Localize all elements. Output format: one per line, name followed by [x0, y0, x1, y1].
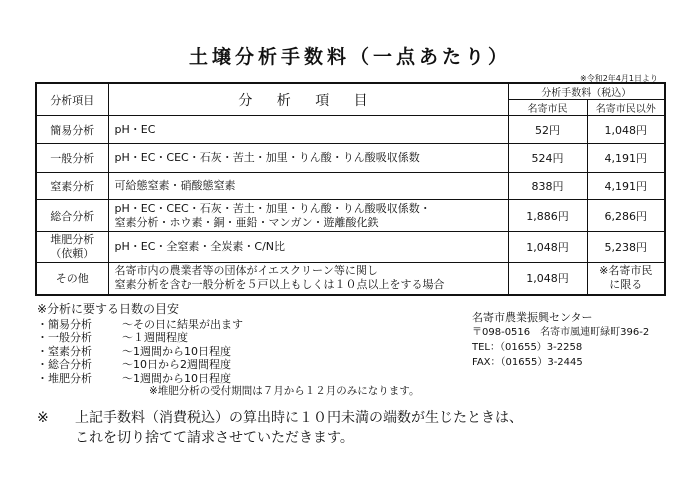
row-category: 窒素分析 [36, 173, 108, 200]
table-row [36, 263, 665, 295]
rounding-note [37, 408, 523, 448]
office-tel: TEL：（01655）3-2258 [472, 342, 583, 353]
rounding-note-line: これを切り捨てて請求させていただきます。 [75, 430, 354, 446]
row-nonresident-price: 4,191円 [587, 144, 665, 173]
rounding-note-line: 上記手数料（消費税込）の算出時に１０円未満の端数が生じたときは、 [75, 410, 523, 426]
row-resident-price: 1,886円 [508, 200, 587, 232]
row-category: その他 [36, 263, 108, 295]
row-items [108, 263, 508, 295]
turnaround-item [37, 358, 419, 372]
row-category [36, 232, 108, 263]
turnaround-value: ～10日から2週間程度 [122, 358, 231, 371]
table-row [36, 200, 665, 232]
row-items: pH・EC [108, 116, 508, 144]
header-resident: 名寄市民 [508, 100, 587, 116]
page-title: 土壌分析手数料（一点あたり） [188, 46, 511, 68]
row-category-line: 堆肥分析 [50, 233, 95, 246]
turnaround-label: ・堆肥分析 [37, 371, 92, 385]
row-category: 簡易分析 [36, 116, 108, 144]
row-category: 一般分析 [36, 144, 108, 173]
table-row [36, 173, 665, 200]
turnaround-label: ・簡易分析 [37, 317, 92, 331]
office-fax: FAX：（01655）3-2445 [472, 357, 583, 368]
row-resident-price: 52円 [508, 116, 587, 144]
row-items-line: pH・EC・CEC・石灰・苦土・加里・りん酸・りん酸吸収係数・ [114, 201, 431, 215]
row-resident-price: 524円 [508, 144, 587, 173]
compost-period-note: ※堆肥分析の受付期間は７月から１２月のみになります。 [149, 385, 420, 397]
turnaround-item [37, 318, 419, 332]
row-nonresident-price: 1,048円 [587, 116, 665, 144]
office-address: 〒098-0516 名寄市風連町緑町396-2 [472, 327, 650, 338]
row-items-line: 名寄市内の農業者等の団体がイエスクリーン等に関し [114, 264, 378, 278]
turnaround-item [37, 331, 419, 345]
table-row [36, 116, 665, 144]
office-contact [472, 310, 649, 370]
turnaround-value: ～その日に結果が出ます [122, 317, 243, 331]
row-category: 総合分析 [36, 200, 108, 232]
row-resident-price: 1,048円 [508, 263, 587, 295]
row-nonresident-price: 6,286円 [587, 200, 665, 232]
row-items [108, 200, 508, 232]
fee-table [35, 82, 666, 296]
turnaround-section [37, 303, 419, 399]
row-price-line: ※名寄市民 [599, 264, 653, 278]
turnaround-label: ・総合分析 [37, 358, 92, 371]
effective-date-note: ※令和2年4月1日より [580, 74, 658, 83]
table-row [36, 232, 665, 263]
row-category-line: （依頼） [50, 247, 95, 260]
row-resident-price: 1,048円 [508, 232, 587, 263]
turnaround-label: ・一般分析 [37, 331, 92, 344]
office-name: 名寄市農業振興センター [472, 311, 593, 324]
header-nonresident: 名寄市民以外 [587, 100, 665, 116]
turnaround-value: ～1週間から10日程度 [122, 371, 231, 385]
row-items: pH・EC・全窒素・全炭素・C/N比 [108, 232, 508, 263]
turnaround-heading: ※分析に要する日数の目安 [37, 302, 180, 316]
header-category: 分析項目 [36, 83, 108, 116]
header-fee: 分析手数料（税込） [508, 83, 665, 100]
turnaround-item [37, 372, 419, 386]
row-resident-price: 838円 [508, 173, 587, 200]
row-items-line: 窒素分析を含む一般分析を５戸以上もしくは１０点以上をする場合 [114, 278, 445, 292]
row-items: pH・EC・CEC・石灰・苦土・加里・りん酸・りん酸吸収係数 [108, 144, 508, 173]
row-nonresident-price: 5,238円 [587, 232, 665, 263]
note-mark: ※ [37, 410, 49, 426]
row-nonresident-price: 4,191円 [587, 173, 665, 200]
table-row [36, 144, 665, 173]
turnaround-item [37, 345, 419, 359]
row-price-line: に限る [609, 278, 643, 292]
row-items: 可給態窒素・硝酸態窒素 [108, 173, 508, 200]
turnaround-value: ～１週間程度 [122, 331, 188, 344]
turnaround-label: ・窒素分析 [37, 344, 92, 358]
row-nonresident-price [587, 263, 665, 295]
header-items: 分 析 項 目 [108, 83, 508, 116]
turnaround-value: ～1週間から10日程度 [122, 344, 231, 358]
row-items-line: 窒素分析・ホウ素・銅・亜鉛・マンガン・遊離酸化鉄 [114, 215, 379, 229]
